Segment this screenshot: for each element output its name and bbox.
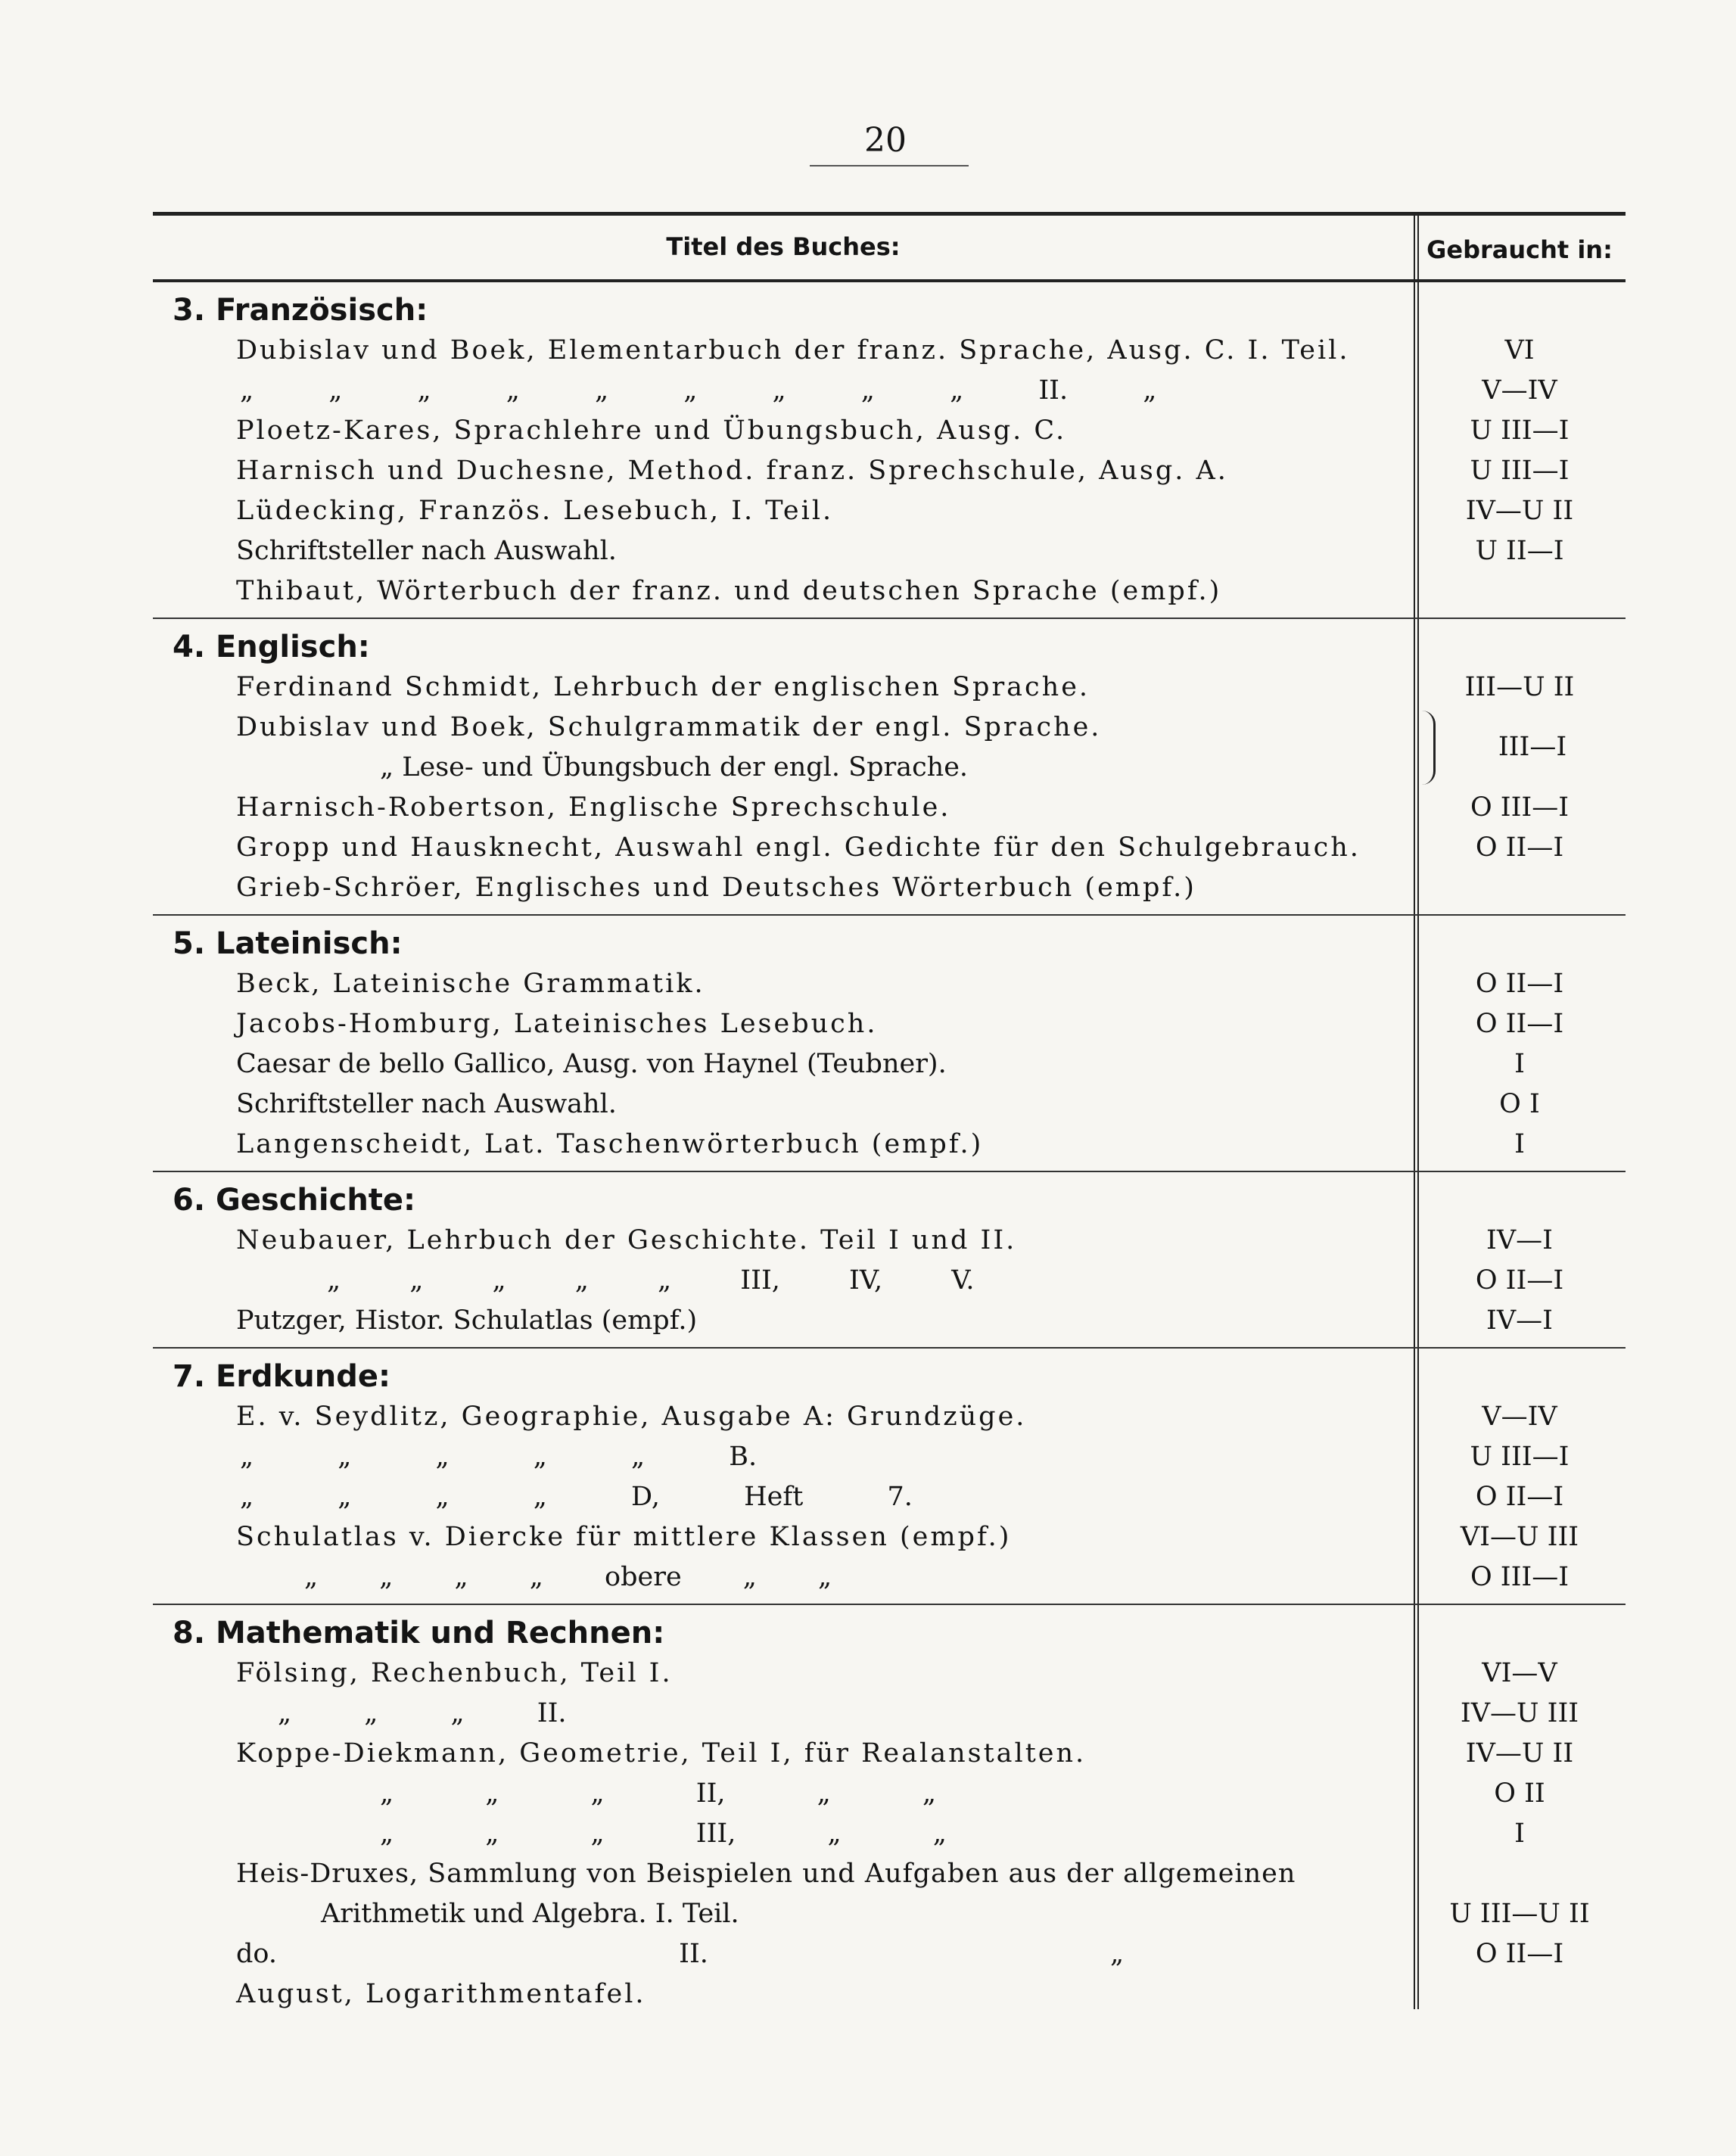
section-heading: 6. Geschichte: bbox=[173, 1183, 416, 1218]
table-row bbox=[153, 868, 1626, 908]
section-geschichte bbox=[153, 1172, 1626, 1349]
used-in: O I bbox=[1499, 1089, 1540, 1119]
table-row bbox=[153, 331, 1626, 371]
table-row bbox=[153, 1557, 1626, 1598]
table-row bbox=[153, 748, 1626, 788]
book-title: „ „ „ „ „ „ „ „ „ II. „ bbox=[240, 375, 1157, 406]
used-in: O II—I bbox=[1475, 1009, 1564, 1039]
used-in: I bbox=[1514, 1049, 1525, 1079]
table-row bbox=[153, 1974, 1626, 2014]
table-row bbox=[153, 828, 1626, 868]
table-row bbox=[153, 1221, 1626, 1261]
page-number: 20 bbox=[864, 121, 907, 160]
book-title: Caesar de bello Gallico, Ausg. von Haynel (Teubner). bbox=[236, 1049, 947, 1079]
table-row bbox=[153, 1044, 1626, 1084]
book-title: Grieb-Schröer, Englisches und Deutsches Wörterbuch (empf.) bbox=[236, 873, 1196, 903]
brace-group bbox=[153, 708, 1626, 788]
used-in: V—IV bbox=[1482, 1402, 1557, 1432]
book-title: Schriftsteller nach Auswahl. bbox=[236, 536, 617, 566]
used-in: U III—I bbox=[1470, 1442, 1570, 1472]
table-header bbox=[153, 216, 1626, 282]
book-title: Dubislav und Boek, Elementarbuch der franz. Sprache, Ausg. C. I. Teil. bbox=[236, 335, 1350, 366]
table-row bbox=[153, 964, 1626, 1004]
used-in: IV—U III bbox=[1460, 1698, 1579, 1728]
table-row bbox=[153, 451, 1626, 491]
book-title: „ „ „ II, „ „ bbox=[380, 1778, 937, 1809]
book-title: Beck, Lateinische Grammatik. bbox=[236, 969, 705, 999]
used-in: I bbox=[1514, 1129, 1525, 1159]
table-row bbox=[153, 1397, 1626, 1437]
book-title: Thibaut, Wörterbuch der franz. und deutschen Sprache (empf.) bbox=[236, 576, 1222, 606]
used-in: VI bbox=[1504, 335, 1535, 366]
table-row bbox=[153, 1084, 1626, 1125]
table-row bbox=[153, 1125, 1626, 1165]
page-number-rule bbox=[810, 165, 969, 166]
table-row bbox=[153, 708, 1626, 748]
book-title: Putzger, Histor. Schulatlas (empf.) bbox=[236, 1305, 698, 1336]
section-heading: 7. Erdkunde: bbox=[173, 1359, 390, 1394]
book-title: Jacobs-Homburg, Lateinisches Lesebuch. bbox=[236, 1009, 878, 1039]
table-row bbox=[153, 788, 1626, 828]
used-in: O II—I bbox=[1475, 1265, 1564, 1296]
section-heading: 3. Französisch: bbox=[173, 293, 428, 328]
used-in: IV—U II bbox=[1465, 1738, 1574, 1769]
section-mathematik bbox=[153, 1605, 1626, 2021]
section-erdkunde bbox=[153, 1349, 1626, 1605]
book-title: Dubislav und Boek, Schulgrammatik der engl. Sprache. bbox=[236, 712, 1102, 742]
table-row bbox=[153, 1437, 1626, 1477]
used-in bbox=[1414, 571, 1626, 611]
book-title: do. II. „ bbox=[236, 1939, 1125, 1969]
book-title: Koppe-Diekmann, Geometrie, Teil I, für Realanstalten. bbox=[236, 1738, 1087, 1769]
section-franzoesisch bbox=[153, 282, 1626, 619]
book-title: „ „ „ „ „ B. bbox=[240, 1442, 758, 1472]
table-row bbox=[153, 1774, 1626, 1814]
table-row bbox=[153, 371, 1626, 411]
used-in: IV—U II bbox=[1465, 496, 1574, 526]
used-in: O II—I bbox=[1475, 832, 1564, 863]
used-in: V—IV bbox=[1482, 375, 1557, 406]
section-englisch bbox=[153, 619, 1626, 916]
book-title: „ „ „ „ D, Heft 7. bbox=[240, 1482, 913, 1512]
book-title: Langenscheidt, Lat. Taschenwörterbuch (empf.) bbox=[236, 1129, 984, 1159]
used-in: O III—I bbox=[1470, 1562, 1570, 1592]
book-title: Harnisch-Robertson, Englische Sprechschule. bbox=[236, 792, 951, 823]
used-in: IV—I bbox=[1486, 1225, 1553, 1255]
table-row bbox=[153, 491, 1626, 531]
table-row bbox=[153, 1734, 1626, 1774]
used-in: VI—V bbox=[1482, 1658, 1557, 1688]
brace-symbol bbox=[1418, 711, 1436, 785]
table-row bbox=[153, 1854, 1626, 1894]
used-in: O II—I bbox=[1475, 969, 1564, 999]
table-row bbox=[153, 571, 1626, 611]
table-row bbox=[153, 1477, 1626, 1517]
used-in: U III—I bbox=[1470, 456, 1570, 486]
book-title: Lüdecking, Französ. Lesebuch, I. Teil. bbox=[236, 496, 834, 526]
used-in: III—U II bbox=[1464, 672, 1575, 702]
book-title: E. v. Seydlitz, Geographie, Ausgabe A: Grundzüge. bbox=[236, 1402, 1027, 1432]
used-in: U III—I bbox=[1470, 415, 1570, 446]
book-title: Heis-Druxes, Sammlung von Beispielen und Aufgaben aus der allgemeinen bbox=[236, 1859, 1296, 1889]
book-title: Ferdinand Schmidt, Lehrbuch der englischen Sprache. bbox=[236, 672, 1090, 702]
book-title: Ploetz-Kares, Sprachlehre und Übungsbuch, Ausg. C. bbox=[236, 415, 1067, 446]
used-in: U III—U II bbox=[1449, 1899, 1590, 1929]
book-title: „ „ „ „ „ III, IV, V. bbox=[327, 1265, 975, 1296]
table-row bbox=[153, 411, 1626, 451]
used-in: O II bbox=[1494, 1778, 1545, 1809]
used-in: VI—U III bbox=[1460, 1522, 1579, 1552]
used-in bbox=[1414, 868, 1626, 908]
book-title: „ Lese- und Übungsbuch der engl. Sprache. bbox=[380, 752, 969, 782]
table-row bbox=[153, 1654, 1626, 1694]
used-in bbox=[1414, 1974, 1626, 2014]
used-in: O III—I bbox=[1470, 792, 1570, 823]
used-in bbox=[1414, 1854, 1626, 1894]
table-row bbox=[153, 1814, 1626, 1854]
section-heading: 4. Englisch: bbox=[173, 630, 370, 664]
table-row bbox=[153, 1261, 1626, 1301]
table-row bbox=[153, 531, 1626, 571]
book-title: Schriftsteller nach Auswahl. bbox=[236, 1089, 617, 1119]
book-title: Harnisch und Duchesne, Method. franz. Sprechschule, Ausg. A. bbox=[236, 456, 1228, 486]
table-row bbox=[153, 1694, 1626, 1734]
section-heading: 5. Lateinisch: bbox=[173, 926, 403, 961]
table-row bbox=[153, 1934, 1626, 1974]
book-title: Fölsing, Rechenbuch, Teil I. bbox=[236, 1658, 673, 1688]
book-table bbox=[153, 212, 1626, 2021]
book-title: Arithmetik und Algebra. I. Teil. bbox=[321, 1899, 739, 1929]
book-title: „ „ „ „ obere „ „ bbox=[304, 1562, 832, 1592]
used-in: IV—I bbox=[1486, 1305, 1553, 1336]
book-title: Neubauer, Lehrbuch der Geschichte. Teil I und II. bbox=[236, 1225, 1017, 1255]
book-title: Schulatlas v. Diercke für mittlere Klassen (empf.) bbox=[236, 1522, 1012, 1552]
used-in: U II—I bbox=[1475, 536, 1564, 566]
table-row bbox=[153, 1004, 1626, 1044]
header-used: Gebraucht in: bbox=[1426, 235, 1613, 264]
table-row bbox=[153, 1517, 1626, 1557]
book-title: „ „ „ II. bbox=[278, 1698, 567, 1728]
book-title: Gropp und Hausknecht, Auswahl engl. Gedichte für den Schulgebrauch. bbox=[236, 832, 1361, 863]
table-row bbox=[153, 667, 1626, 708]
used-in: III—I bbox=[1498, 732, 1567, 762]
book-title: „ „ „ III, „ „ bbox=[380, 1818, 947, 1849]
table-row bbox=[153, 1301, 1626, 1341]
book-title: August, Logarithmentafel. bbox=[236, 1979, 646, 2009]
section-heading: 8. Mathematik und Rechnen: bbox=[173, 1616, 665, 1650]
used-in: O II—I bbox=[1475, 1939, 1564, 1969]
used-in: O II—I bbox=[1475, 1482, 1564, 1512]
used-in: I bbox=[1514, 1818, 1525, 1849]
table-row bbox=[153, 1894, 1626, 1934]
section-lateinisch bbox=[153, 916, 1626, 1172]
header-title: Titel des Buches: bbox=[666, 232, 901, 261]
